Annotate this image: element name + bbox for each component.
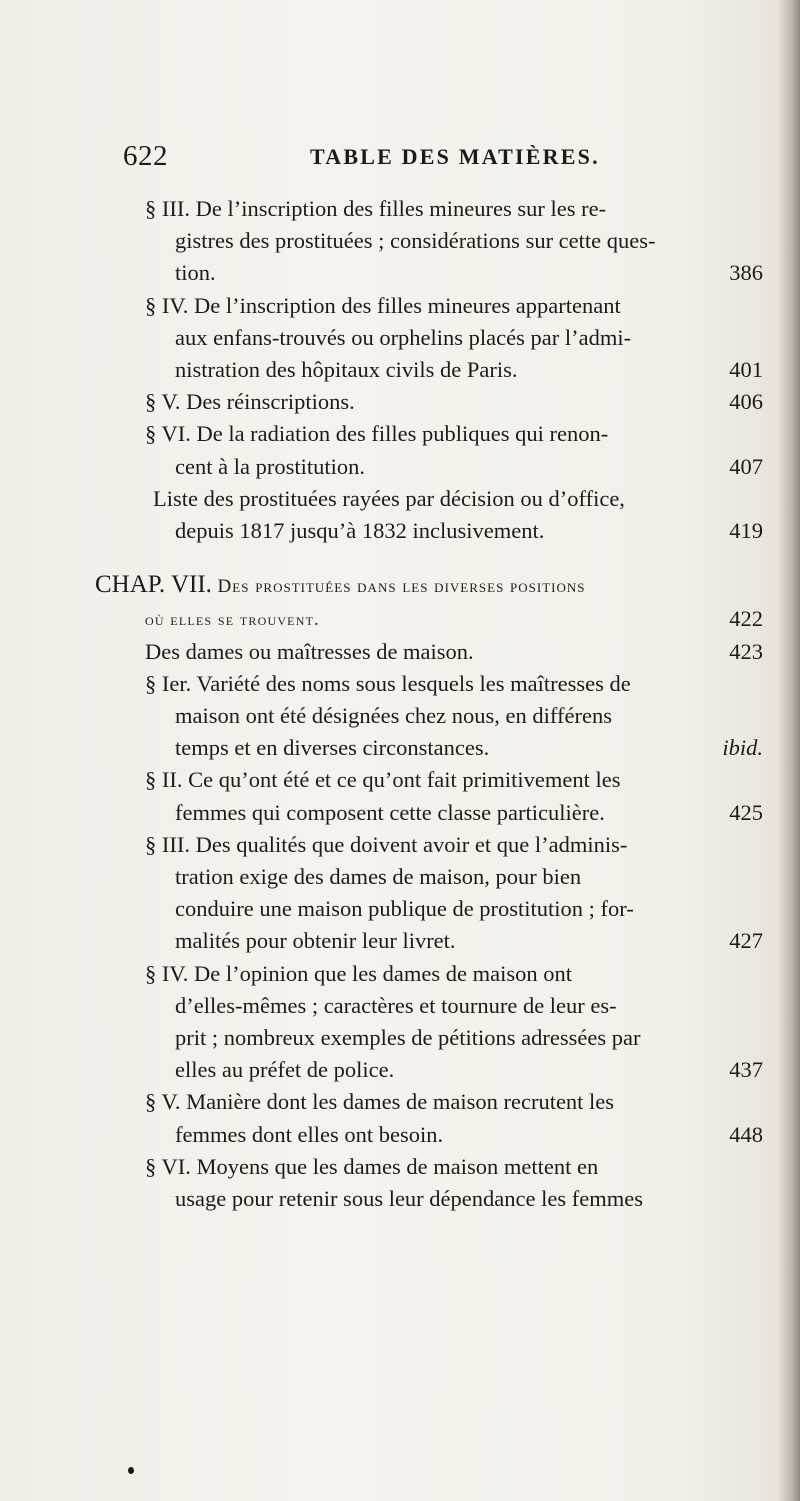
toc-line: nistration des hôpitaux civils de Paris.	[175, 357, 518, 383]
chapter-heading	[95, 569, 763, 635]
toc-line: cent à la prostitution.	[175, 453, 365, 479]
page-reference: 401	[729, 357, 763, 383]
toc-line: usage pour retenir sous leur dépendance les femmes	[175, 1186, 643, 1212]
toc-line-with-page	[123, 257, 763, 289]
toc-line: § Ier. Variété des noms sous lesquels les maîtresses de	[145, 670, 631, 696]
toc-line: § V. Des réinscriptions.	[145, 389, 355, 415]
toc-line: § III. De l’inscription des filles mineures sur les re-	[145, 196, 607, 221]
toc-line-with-page	[123, 1054, 763, 1086]
ink-speck	[128, 1467, 134, 1474]
page-edge-shadow	[778, 0, 800, 1501]
toc-line-with-page	[123, 636, 763, 668]
chapter-title-continued: où elles se trouvent.	[145, 609, 320, 630]
page-reference: 407	[729, 453, 763, 479]
toc-line-with-page	[123, 515, 763, 547]
toc-line: § VI. Moyens que les dames de maison mettent en	[145, 1153, 599, 1179]
toc-line: gistres des prostituées ; considérations sur cette ques-	[175, 228, 656, 254]
toc-entry	[123, 483, 763, 547]
toc-line: § IV. De l’inscription des filles mineures appartenant	[145, 292, 621, 318]
toc-entry	[123, 958, 763, 1087]
chapter-number: CHAP. VII.	[95, 571, 212, 599]
toc-line: elles au préfet de police.	[175, 1057, 395, 1083]
page-reference: 448	[729, 1121, 763, 1147]
toc-line-with-page	[123, 386, 763, 418]
toc-entry	[123, 1086, 763, 1150]
toc-entry	[123, 418, 763, 482]
toc-line: maison ont été désignées chez nous, en différens	[175, 703, 612, 729]
running-title: TABLE DES MATIÈRES.	[310, 144, 600, 169]
toc-entry	[123, 1151, 763, 1215]
table-of-contents	[95, 193, 763, 1215]
toc-line: § VI. De la radiation des filles publiques qui renon-	[145, 421, 609, 447]
toc-entry	[123, 829, 763, 958]
toc-line: Des dames ou maîtresses de maison.	[145, 638, 474, 664]
chapter-title-line	[95, 569, 763, 603]
toc-line: femmes dont elles ont besoin.	[175, 1121, 444, 1147]
toc-line: § V. Manière dont les dames de maison recrutent les	[145, 1089, 615, 1115]
toc-line-with-page	[123, 451, 763, 483]
toc-line-with-page	[123, 732, 763, 764]
toc-line-with-page	[123, 797, 763, 829]
page-reference: 425	[729, 799, 763, 825]
toc-entry	[123, 386, 763, 418]
page-reference: ibid.	[722, 735, 763, 761]
toc-line: aux enfans-trouvés ou orphelins placés par l’admi-	[175, 324, 632, 350]
page-reference: 437	[729, 1057, 763, 1083]
toc-line: § III. Des qualités que doivent avoir et que l’adminis-	[145, 831, 628, 857]
page-reference: 419	[729, 518, 763, 544]
toc-line: femmes qui composent cette classe particulière.	[175, 799, 605, 825]
toc-line: prit ; nombreux exemples de pétitions adressées par	[175, 1025, 641, 1051]
toc-line: Liste des prostituées rayées par décision ou d’office,	[153, 485, 625, 511]
toc-line: malités pour obtenir leur livret.	[175, 928, 456, 954]
toc-line: tion.	[175, 260, 216, 286]
chapter-title: Des prostituées dans les diverses positions	[217, 576, 586, 598]
page-reference: 427	[729, 928, 763, 954]
toc-entry	[123, 764, 763, 828]
toc-entry	[123, 668, 763, 765]
toc-line: d’elles-mêmes ; caractères et tournure de leur es-	[175, 992, 617, 1018]
toc-entry	[123, 193, 763, 290]
toc-line-with-page	[123, 1119, 763, 1151]
toc-line: depuis 1817 jusqu’à 1832 inclusivement.	[175, 518, 545, 544]
page-reference: 406	[729, 389, 763, 415]
toc-line: § IV. De l’opinion que les dames de maison ont	[145, 960, 573, 986]
page-header	[123, 140, 763, 176]
page-reference: 423	[729, 638, 763, 664]
toc-entry	[123, 636, 763, 668]
page-number: 622	[123, 140, 168, 172]
toc-line: temps et en diverses circonstances.	[175, 735, 490, 761]
toc-line-with-page	[95, 603, 763, 635]
page-reference: 422	[729, 606, 763, 632]
toc-line-with-page	[123, 354, 763, 386]
toc-line: § II. Ce qu’ont été et ce qu’ont fait primitivement les	[145, 767, 621, 793]
page-reference: 386	[729, 260, 763, 286]
toc-line: tration exige des dames de maison, pour bien	[175, 864, 582, 890]
toc-line-with-page	[123, 925, 763, 957]
toc-line: conduire une maison publique de prostitution ; for-	[175, 896, 634, 922]
toc-entry	[123, 290, 763, 387]
